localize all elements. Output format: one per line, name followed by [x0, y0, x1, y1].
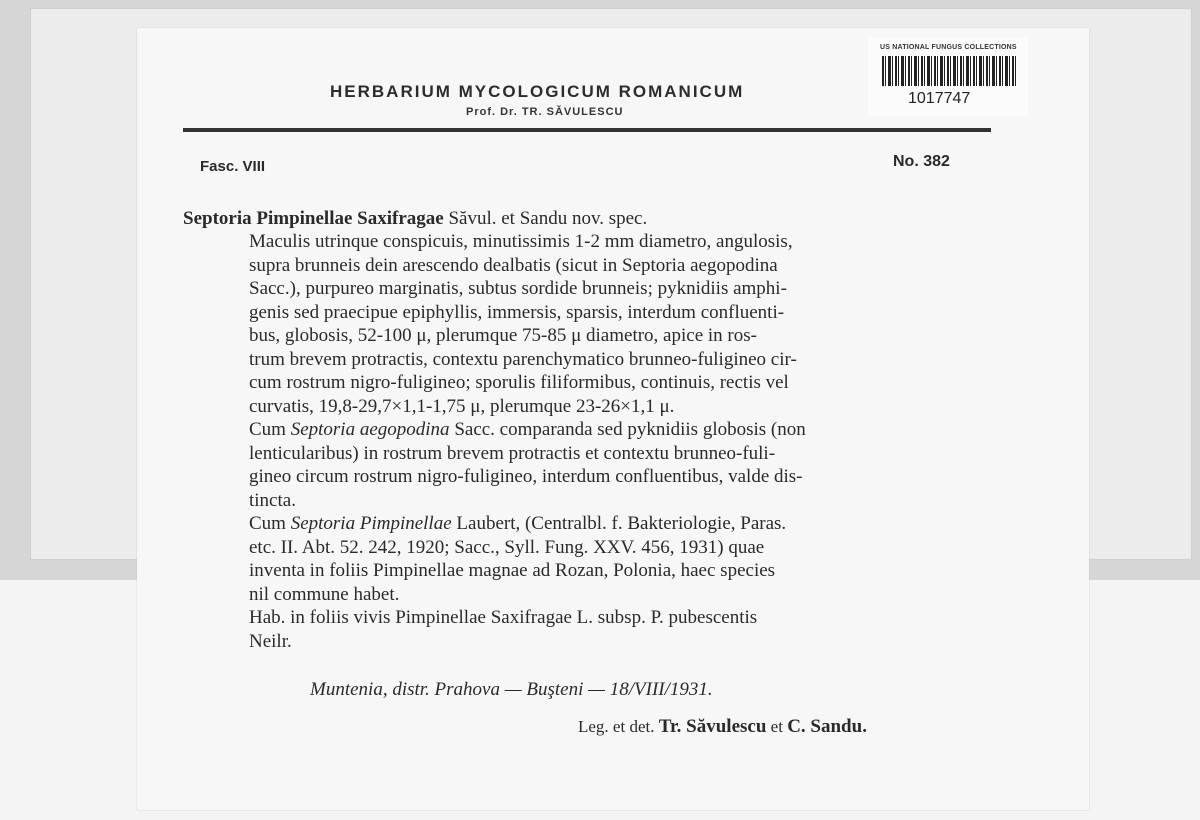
- description-line: cum rostrum nigro-fuligineo; sporulis filiformibus, continuis, rectis vel: [249, 372, 789, 393]
- species-name: Septoria Pimpinellae Saxifragae: [183, 208, 444, 229]
- comparison-line: lenticularibus) in rostrum brevem protractis et contextu brunneo-fuli-: [249, 442, 776, 464]
- comparison-line: inventa in foliis Pimpinellae magnae ad Rozan, Polonia, haec species: [249, 560, 776, 581]
- comparison-line: etc. II. Abt. 52. 242, 1920; Sacc., Syll. Fung. XXV. 456, 1931) quae: [249, 536, 765, 558]
- collectors-line: [578, 716, 867, 738]
- description-line: bus, globosis, 52-100 μ, plerumque 75-85 μ diametro, apice in ros-: [249, 325, 757, 346]
- herbarium-title: HERBARIUM MYCOLOGICUM ROMANICUM: [330, 82, 745, 101]
- habitat-line: Hab. in foliis vivis Pimpinellae Saxifragae L. subsp. P. pubescentis: [249, 607, 758, 628]
- collector-name-2: C. Sandu.: [787, 716, 867, 737]
- description-line: supra brunneis dein arescendo dealbatis (sicut in Septoria aegopodina: [249, 254, 778, 276]
- comparison-line: [249, 512, 1017, 536]
- description-paragraph: [249, 230, 1017, 418]
- collectors-conjunction: et: [770, 717, 783, 736]
- comparison-rest: Laubert, (Centralbl. f. Bakteriologie, Paras.: [451, 513, 787, 534]
- description-line: Sacc.), purpureo marginatis, subtus sordide brunneis; pyknidiis amphi-: [249, 278, 787, 299]
- description-line: curvatis, 19,8-29,7×1,1-1,75 μ, plerumque 23-26×1,1 μ.: [249, 395, 675, 417]
- collectors-prefix: Leg. et det.: [578, 717, 655, 736]
- habitat-line: Neilr.: [249, 630, 292, 652]
- specimen-number: No. 382: [893, 153, 950, 170]
- barcode-label: [868, 38, 1028, 116]
- comparison-line: [249, 418, 1017, 442]
- comparison-paragraph-2: [249, 512, 1017, 606]
- description-line: Maculis utrinque conspicuis, minutissimis 1-2 mm diametro, angulosis,: [249, 231, 793, 252]
- description-line: genis sed praecipue epiphyllis, immersis, sparsis, interdum confluenti-: [249, 301, 785, 323]
- barcode-icon: [882, 56, 1018, 86]
- collector-name-1: Tr. Săvulescu: [658, 716, 767, 737]
- description-line: trum brevem protractis, contextu parenchymatico brunneo-fuligineo cir-: [249, 348, 797, 370]
- comparison-paragraph-1: [249, 418, 1017, 512]
- fascicle-label: Fasc. VIII: [200, 158, 266, 175]
- comparison-prefix: Cum: [249, 513, 291, 534]
- comparison-line: nil commune habet.: [249, 583, 400, 605]
- header-rule: [183, 128, 991, 132]
- herbarium-subtitle: Prof. Dr. TR. SĂVULESCU: [466, 106, 624, 118]
- comparison-prefix: Cum: [249, 419, 291, 440]
- comparison-line: tincta.: [249, 489, 296, 511]
- comparison-species: Septoria aegopodina: [290, 419, 450, 440]
- description-block: [249, 230, 1017, 653]
- species-line: [183, 208, 647, 230]
- species-authority: Săvul. et Sandu nov. spec.: [448, 208, 648, 229]
- comparison-species: Septoria Pimpinellae: [290, 513, 452, 534]
- locality-line: Muntenia, distr. Prahova — Buşteni — 18/VIII/1931.: [310, 679, 713, 700]
- barcode-caption: US NATIONAL FUNGUS COLLECTIONS: [880, 44, 1017, 51]
- barcode-number: 1017747: [908, 90, 971, 107]
- habitat-paragraph: [249, 606, 1017, 653]
- comparison-rest: Sacc. comparanda sed pyknidiis globosis (non: [449, 419, 806, 440]
- comparison-line: gineo circum rostrum nigro-fuligineo, interdum confluentibus, valde dis-: [249, 466, 803, 487]
